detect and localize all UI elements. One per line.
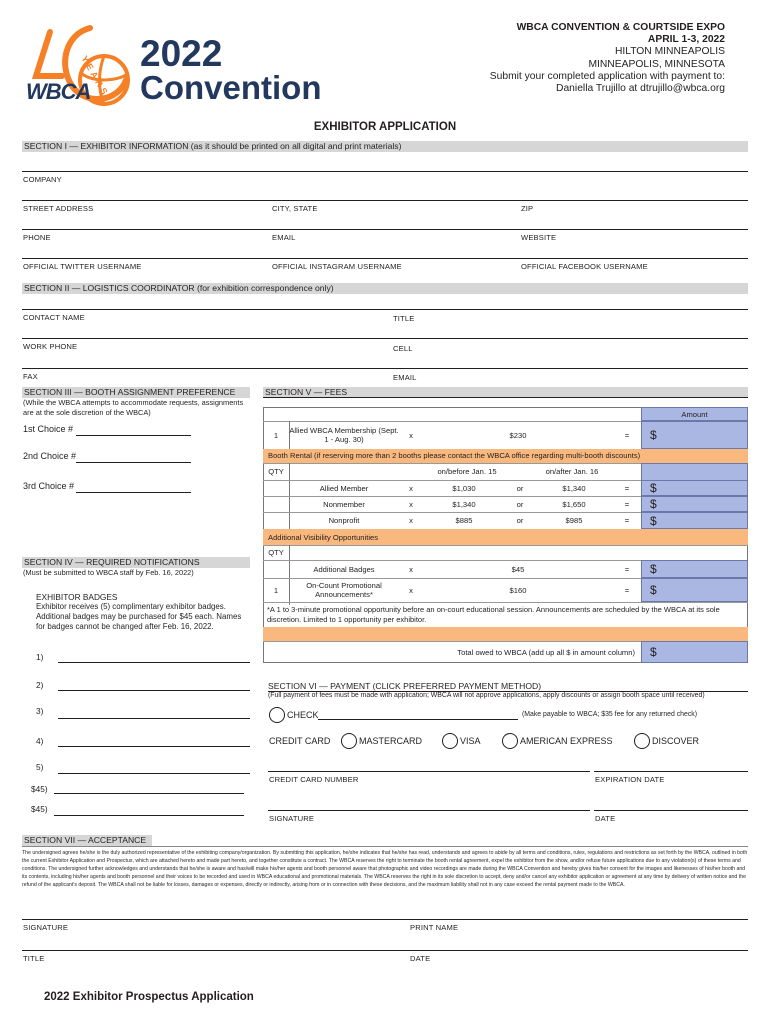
header-line: Submit your completed application with payment to: xyxy=(489,70,725,82)
promo-row-qty: 1 xyxy=(273,585,279,595)
header-line: HILTON MINNEAPOLIS xyxy=(614,46,725,58)
third-choice-field[interactable] xyxy=(76,479,191,492)
booth-row-x: x xyxy=(409,499,413,509)
work-phone-field[interactable] xyxy=(22,353,387,368)
contact-name-label: CONTACT NAME xyxy=(23,313,85,322)
section-6-note: (Full payment of fees must be made with application; WBCA will not approve applications, apply discounts or assign booth space until received) xyxy=(268,692,705,699)
street-address-label: STREET ADDRESS xyxy=(23,204,94,213)
badges-row-label: Additional Badges xyxy=(313,564,375,574)
section-1-heading: SECTION I — EXHIBITOR INFORMATION (as it should be printed on all digital and print materials) xyxy=(22,141,748,152)
visa-label: VISA xyxy=(460,736,481,746)
third-choice-text: 3rd Choice # xyxy=(23,481,75,491)
credit-card-label: CREDIT CARD xyxy=(269,736,331,746)
badge-item-label: 1) xyxy=(36,652,44,662)
badges-qty-field[interactable] xyxy=(263,560,289,578)
website-field[interactable] xyxy=(520,243,748,258)
booth-amount-spacer xyxy=(641,463,748,480)
booth-row-eq: = xyxy=(624,516,630,525)
street-address-field[interactable] xyxy=(22,214,267,229)
booth-row-label: Nonmember xyxy=(323,499,365,509)
total-label: Total owed to WBCA (add up all $ in amount column) xyxy=(457,648,635,657)
membership-x: x xyxy=(409,430,413,440)
cc-number-field[interactable] xyxy=(268,757,590,771)
booth-row-price-late: $985 xyxy=(565,516,583,525)
badge-item-3 xyxy=(36,706,43,716)
acceptance-legal-text: The undersigned agrees he/she is the duly authorized representative of the exhibiting company/organization. By submitting this application, he/she indicates that he/she has read, understands and agrees to abide by all terms and conditions, rules, regulations and restrictions as set forth by the WBCA, outlined in both the current Exhibitor Application and Prospectus, which are attached hereto and made part hereto, and together constitute a contract. The WBCA reserves the right to terminate the booth rental agreement, expel the exhibitor from the show, and/or refuse future applications due to any violation(s) of these terms and conditions. The undersigned further acknowledges and understands that he/she is aware and has/will make his/her agents and booth personnel aware that photographic and video recordings are made during the WBCA Convention and hereby gives his/her consent for the images and likenesses of his/her booth and its contents, including his/her agents and booth personnel and their voices to be recorded and used in WBCA educational and promotional materials. The WBCA reserves the right in its sole discretion to accept, deny and/or cancel any exhibitor application or agreement at any time by delivery of written notice and the refund of the applicant's deposit. The WBCA shall not be liable for losses, damages or expenses, directly or indirectly, arising from or in connection with these decisions, and the maximum liability shall not in any case exceed the rental payment made to the WBCA. xyxy=(22,850,748,889)
contact-title-label: TITLE xyxy=(393,314,415,323)
section-3-heading: SECTION III — BOOTH ASSIGNMENT PREFERENCE xyxy=(22,387,250,398)
payment-signature-label: SIGNATURE xyxy=(269,814,315,823)
dollar-sign: $ xyxy=(650,645,657,659)
booth-row-label: Allied Member xyxy=(319,483,369,493)
visibility-qty-header: QTY xyxy=(268,548,284,557)
membership-qty: 1 xyxy=(273,430,279,440)
first-choice-field[interactable] xyxy=(76,422,191,435)
facebook-label: OFFICIAL FACEBOOK USERNAME xyxy=(521,262,648,271)
payment-date-field[interactable] xyxy=(594,796,748,810)
header-line: Daniella Trujillo at dtrujillo@wbca.org xyxy=(556,83,725,95)
promo-row-eq: = xyxy=(624,585,630,595)
booth-rental-header-text: Booth Rental (if reserving more than 2 booths please contact the WBCA office regarding multi-booth discounts) xyxy=(268,451,641,460)
section-2-heading: SECTION II — LOGISTICS COORDINATOR (for exhibition correspondence only) xyxy=(22,283,748,294)
badge-item-6 xyxy=(31,784,48,794)
section-6-heading: SECTION VI — PAYMENT (CLICK PREFERRED PAYMENT METHOD) xyxy=(268,681,748,692)
badges-row-x: x xyxy=(409,564,413,574)
membership-price: $230 xyxy=(509,430,527,440)
footer-title: 2022 Exhibitor Prospectus Application xyxy=(44,991,254,1003)
badge-item-label: $45) xyxy=(31,804,48,814)
visa-radio[interactable] xyxy=(442,733,458,749)
booth-row-or: or xyxy=(516,516,524,525)
booth-row-label: Nonprofit xyxy=(328,516,360,525)
form-title: EXHIBITOR APPLICATION xyxy=(313,121,457,133)
city-state-label: CITY, STATE xyxy=(272,204,318,213)
booth-row-eq: = xyxy=(624,499,630,509)
booth-amount-field-3[interactable] xyxy=(641,512,748,529)
promo-row-label-text: On-Count Promotional Announcements* xyxy=(306,581,382,599)
dollar-sign: $ xyxy=(650,428,657,442)
badge-name-field-5[interactable] xyxy=(58,761,250,773)
zip-label: ZIP xyxy=(521,204,534,213)
booth-row-eq: = xyxy=(624,483,630,493)
coordinator-email-label: EMAIL xyxy=(393,373,417,382)
mastercard-radio[interactable] xyxy=(341,733,357,749)
promo-row-x: x xyxy=(409,585,413,595)
section-5-heading: SECTION V — FEES xyxy=(263,387,748,398)
booth-row-x: x xyxy=(409,516,413,525)
booth-row-price-early: $885 xyxy=(455,516,473,525)
badge-name-field-2[interactable] xyxy=(58,678,250,690)
discover-label: DISCOVER xyxy=(652,736,700,746)
section-3-note: (While the WBCA attempts to accommodate requests, assignments are at the sole discretion of the WBCA) xyxy=(23,398,244,417)
acceptance-date-label: DATE xyxy=(410,954,431,963)
promo-footnote: *A 1 to 3-minute promotional opportunity before an on-court educational session. Announcements are scheduled by the WBCA at its sole discretion. Limited to 1 opportunity per exhibitor. xyxy=(267,605,720,624)
acceptance-signature-label: SIGNATURE xyxy=(23,923,69,932)
booth-row-price-early: $1,340 xyxy=(452,499,476,509)
section-7-heading: SECTION VII — ACCEPTANCE xyxy=(22,835,152,846)
booth-row-price-early: $1,030 xyxy=(452,483,476,493)
header-line: MINNEAPOLIS, MINNESOTA xyxy=(588,58,725,70)
discover-radio[interactable] xyxy=(634,733,650,749)
work-phone-label: WORK PHONE xyxy=(23,342,78,351)
badges-row-eq: = xyxy=(624,564,630,574)
badge-item-label: 2) xyxy=(36,680,44,690)
dollar-sign: $ xyxy=(650,583,657,597)
booth-row-or: or xyxy=(516,499,524,509)
amount-header xyxy=(641,407,748,421)
print-name-label: PRINT NAME xyxy=(410,923,459,932)
booth-amount-field-1[interactable] xyxy=(641,480,748,496)
badge-name-field-3[interactable] xyxy=(58,706,250,718)
wbca-logo xyxy=(22,24,352,114)
cell-field[interactable] xyxy=(392,353,748,368)
logo-year-text: 2022 xyxy=(140,33,223,74)
visibility-header-text: Additional Visibility Opportunities xyxy=(268,533,379,542)
email-field[interactable] xyxy=(271,243,516,258)
amex-label: AMERICAN EXPRESS xyxy=(520,736,613,746)
twitter-label: OFFICIAL TWITTER USERNAME xyxy=(23,262,142,271)
membership-label-text: Allied WBCA Membership (Sept. 1 - Aug. 30) xyxy=(289,426,399,444)
booth-amount-field-2[interactable] xyxy=(641,496,748,512)
membership-eq: = xyxy=(624,430,630,440)
header-line: WBCA CONVENTION & COURTSIDE EXPO xyxy=(516,22,725,33)
after-date-text: on/after Jan. 16 xyxy=(545,467,599,476)
expiration-label: EXPIRATION DATE xyxy=(595,775,665,784)
promo-row-price: $160 xyxy=(509,585,527,595)
promo-amount-field[interactable] xyxy=(641,578,748,602)
check-note: (Make payable to WBCA; $35 fee for any returned check) xyxy=(522,711,698,718)
amount-header-text: Amount xyxy=(681,409,708,419)
badge-item-label: 5) xyxy=(36,762,44,772)
booth-row-or: or xyxy=(516,483,524,493)
before-date-text: on/before Jan. 15 xyxy=(437,467,497,476)
zip-field[interactable] xyxy=(520,214,748,229)
acceptance-date-field[interactable] xyxy=(408,936,748,950)
event-info-header xyxy=(490,22,725,95)
dollar-sign: $ xyxy=(650,562,657,576)
second-choice-text: 2nd Choice # xyxy=(23,451,77,461)
third-choice-label xyxy=(23,481,74,491)
badge-item-7 xyxy=(31,804,48,814)
email-label: EMAIL xyxy=(272,233,296,242)
badge-name-field-6[interactable] xyxy=(54,781,244,793)
contact-name-field[interactable] xyxy=(22,323,387,338)
cc-number-label: CREDIT CARD NUMBER xyxy=(269,775,359,784)
acceptance-title-label: TITLE xyxy=(23,954,45,963)
section-4-note: (Must be submitted to WBCA staff by Feb. 16, 2022) xyxy=(23,568,194,577)
membership-amount-field[interactable] xyxy=(641,421,748,449)
expiration-field[interactable] xyxy=(594,757,748,771)
city-state-field[interactable] xyxy=(271,214,516,229)
instagram-label: OFFICIAL INSTAGRAM USERNAME xyxy=(272,262,402,271)
badge-item-4 xyxy=(36,736,43,746)
phone-field[interactable] xyxy=(22,243,267,258)
booth-qty-header: QTY xyxy=(268,467,284,476)
booth-qty-field-3[interactable] xyxy=(263,512,289,529)
badges-row-price: $45 xyxy=(511,564,525,574)
second-choice-label xyxy=(23,451,76,461)
promo-row-label xyxy=(289,578,399,602)
cell-label: CELL xyxy=(393,344,413,353)
badge-name-field-1[interactable] xyxy=(58,650,250,662)
badge-item-1 xyxy=(36,652,43,662)
check-radio[interactable] xyxy=(269,707,285,723)
exhibitor-badges-title: EXHIBITOR BADGES xyxy=(36,592,118,602)
badge-item-2 xyxy=(36,680,43,690)
badge-item-label: 3) xyxy=(36,706,44,716)
acceptance-signature-field[interactable] xyxy=(22,905,402,919)
before-date-header xyxy=(423,463,511,480)
payment-signature-field[interactable] xyxy=(268,796,590,810)
check-label: CHECK xyxy=(287,710,319,720)
exhibitor-badges-text: Exhibitor receives (5) complimentary exhibitor badges. Additional badges may be purchased for $45 each. Names for badges cannot be changed after Feb. 16, 2022. xyxy=(36,602,242,631)
phone-label: PHONE xyxy=(23,233,51,242)
payment-date-label: DATE xyxy=(595,814,616,823)
acceptance-title-field[interactable] xyxy=(22,936,402,950)
total-amount-field[interactable] xyxy=(641,641,748,663)
badge-item-label: 4) xyxy=(36,736,44,746)
dollar-sign: $ xyxy=(650,481,657,495)
first-choice-label xyxy=(23,424,73,434)
total-spacer-bar xyxy=(263,627,748,641)
booth-qty-field-1[interactable] xyxy=(263,480,289,496)
first-choice-text: 1st Choice # xyxy=(23,424,74,434)
booth-row-price-late: $1,650 xyxy=(562,499,586,509)
dollar-sign: $ xyxy=(650,513,657,528)
badges-amount-field[interactable] xyxy=(641,560,748,578)
logo-org-text: WBCA xyxy=(26,79,91,104)
section-4-heading: SECTION IV — REQUIRED NOTIFICATIONS xyxy=(22,557,250,568)
mastercard-label: MASTERCARD xyxy=(359,736,423,746)
logo-years-text: YEARS xyxy=(79,54,112,99)
badge-name-field-4[interactable] xyxy=(58,734,250,746)
badge-name-field-7[interactable] xyxy=(54,803,244,815)
second-choice-field[interactable] xyxy=(76,449,191,462)
badge-item-5 xyxy=(36,762,43,772)
dollar-sign: $ xyxy=(650,497,657,511)
header-line: APRIL 1-3, 2022 xyxy=(647,34,725,46)
booth-qty-field-2[interactable] xyxy=(263,496,289,512)
badge-item-label: $45) xyxy=(31,784,48,794)
after-date-header xyxy=(528,463,616,480)
website-label: WEBSITE xyxy=(521,233,557,242)
membership-label xyxy=(289,421,399,449)
amex-radio[interactable] xyxy=(502,733,518,749)
company-field[interactable] xyxy=(22,186,748,200)
company-label: COMPANY xyxy=(23,175,62,184)
logo-title-text: Convention xyxy=(140,69,322,106)
booth-row-price-late: $1,340 xyxy=(562,483,586,493)
booth-row-x: x xyxy=(409,483,413,493)
contact-title-field[interactable] xyxy=(392,323,748,338)
fax-label: FAX xyxy=(23,372,38,381)
print-name-field[interactable] xyxy=(408,905,748,919)
